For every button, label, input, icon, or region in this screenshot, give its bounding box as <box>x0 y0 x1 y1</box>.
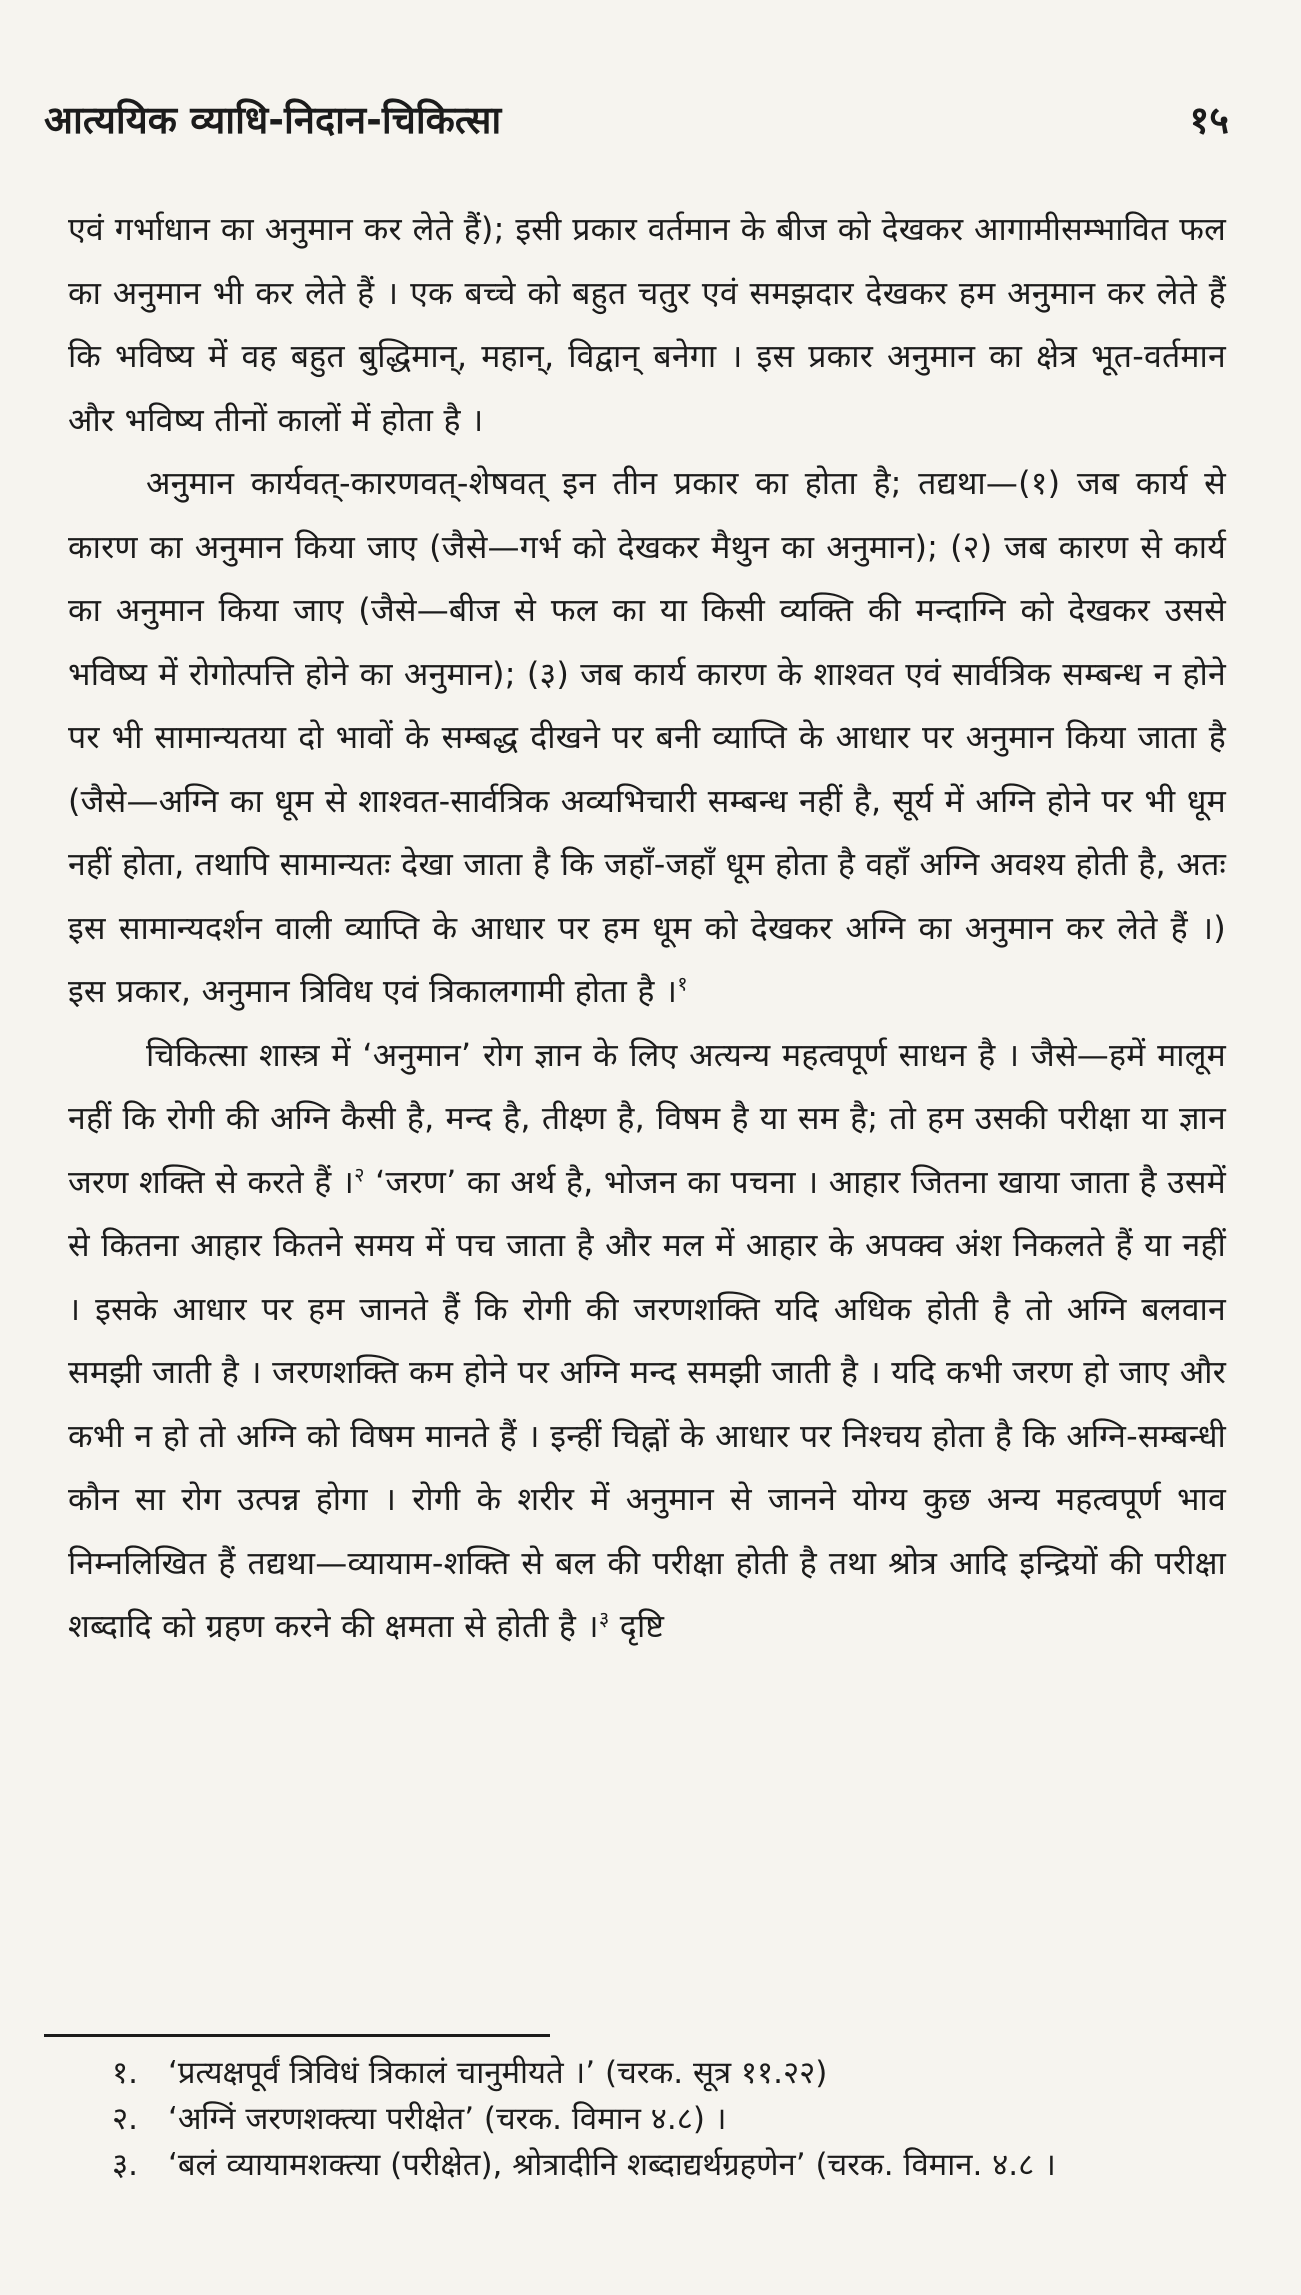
footnote-text: ‘प्रत्यक्षपूर्वं त्रिविधं त्रिकालं चानुमीयते ।’ (चरक. सूत्र ११.२२) <box>168 2055 828 2091</box>
footnote-3 <box>112 2142 1222 2188</box>
paragraph-2 <box>68 452 1226 1024</box>
footnote-text: ‘बलं व्यायामशक्त्या (परीक्षेत), श्रोत्रादीनि शब्दाद्यर्थग्रहणेन’ (चरक. विमान. ४.८ । <box>168 2147 1056 2183</box>
paragraph-1-text: एवं गर्भाधान का अनुमान कर लेते हैं); इसी प्रकार वर्तमान के बीज को देखकर आगामीसम्भावित फल का अनुमान भी कर लेते हैं । एक बच्चे को बहुत चतुर एवं समझदार देखकर हम अनुमान कर लेते हैं कि भविष्य में वह बहुत बुद्धिमान्, महान्, विद्वान् बनेगा । इस प्रकार अनुमान का क्षेत्र भूत-वर्तमान और भविष्य तीनों कालों में होता है । <box>68 210 1226 439</box>
footnote-2 <box>112 2096 1222 2142</box>
running-header <box>44 96 1229 156</box>
footnote-1 <box>112 2050 1222 2096</box>
footnote-ref-2: २ <box>354 1161 365 1186</box>
paragraph-3-tail: दृष्टि <box>609 1607 665 1645</box>
footnotes <box>112 2050 1222 2188</box>
paragraph-1 <box>68 198 1226 452</box>
paragraph-3-text-after: ‘जरण’ का अर्थ है, भोजन का पचना । आहार जितना खाया जाता है उसमें से कितना आहार कितने समय में पच जाता है और मल में आहार के अपक्व अंश निकलते हैं या नहीं । इसके आधार पर हम जानते हैं कि रोगी की जरणशक्ति यदि अधिक होती है तो अग्नि बलवान समझी जाती है । जरणशक्ति कम होने पर अग्नि मन्द समझी जाती है । यदि कभी जरण हो जाए और कभी न हो तो अग्नि को विषम मानते हैं । इन्हीं चिह्नों के आधार पर निश्चय होता है कि अग्नि-सम्बन्धी कौन सा रोग उत्पन्न होगा । रोगी के शरीर में अनुमान से जानने योग्य कुछ अन्य महत्वपूर्ण भाव निम्नलिखित हैं तद्यथा—व्यायाम-शक्ति से बल की परीक्षा होती है तथा श्रोत्र आदि इन्द्रियों की परीक्षा शब्दादि को ग्रहण करने की क्षमता से होती है । <box>68 1162 1227 1645</box>
footnote-number: १. <box>112 2055 138 2091</box>
footnote-text: ‘अग्निं जरणशक्त्या परीक्षेत’ (चरक. विमान ४.८) । <box>168 2101 727 2137</box>
chapter-title: आत्ययिक व्याधि-निदान-चिकित्सा <box>44 98 502 142</box>
footnote-ref-1: १ <box>677 971 688 996</box>
footnote-number: ३. <box>112 2147 138 2183</box>
paragraph-3 <box>68 1024 1226 1659</box>
footnote-divider <box>44 2034 550 2037</box>
paragraph-3-text: चिकित्सा शास्त्र में ‘अनुमान’ रोग ज्ञान के लिए अत्यन्य महत्वपूर्ण साधन है । जैसे—हमें मालूम नहीं कि रोगी की अग्नि कैसी है, मन्द है, तीक्ष्ण है, विषम है या सम है; तो हम उसकी परीक्षा या ज्ञान जरण शक्ति से करते हैं । <box>68 1035 1226 1201</box>
page-number: १५ <box>1189 98 1229 142</box>
footnote-number: २. <box>112 2101 138 2137</box>
footnote-ref-3: ३ <box>598 1606 610 1631</box>
paragraph-2-text: अनुमान कार्यवत्-कारणवत्-शेषवत् इन तीन प्रकार का होता है; तद्यथा—(१) जब कार्य से कारण का अनुमान किया जाए (जैसे—गर्भ को देखकर मैथुन का अनुमान); (२) जब कारण से कार्य का अनुमान किया जाए (जैसे—बीज से फल का या किसी व्यक्ति की मन्दाग्नि को देखकर उससे भविष्य में रोगोत्पत्ति होने का अनुमान); (३) जब कार्य कारण के शाश्वत एवं सार्वत्रिक सम्बन्ध न होने पर भी सामान्यतया दो भावों के सम्बद्ध दीखने पर बनी व्याप्ति के आधार पर अनुमान किया जाता है (जैसे—अग्नि का धूम से शाश्वत-सार्वत्रिक अव्यभिचारी सम्बन्ध नहीं है, सूर्य में अग्नि होने पर भी धूम नहीं होता, तथापि सामान्यतः देखा जाता है कि जहाँ-जहाँ धूम होता है वहाँ अग्नि अवश्य होती है, अतः इस सामान्यदर्शन वाली व्याप्ति के आधार पर हम धूम को देखकर अग्नि का अनुमान कर लेते हैं ।) इस प्रकार, अनुमान त्रिविध एवं त्रिकालगामी होता है । <box>68 464 1226 1010</box>
body-text <box>68 198 1226 1659</box>
